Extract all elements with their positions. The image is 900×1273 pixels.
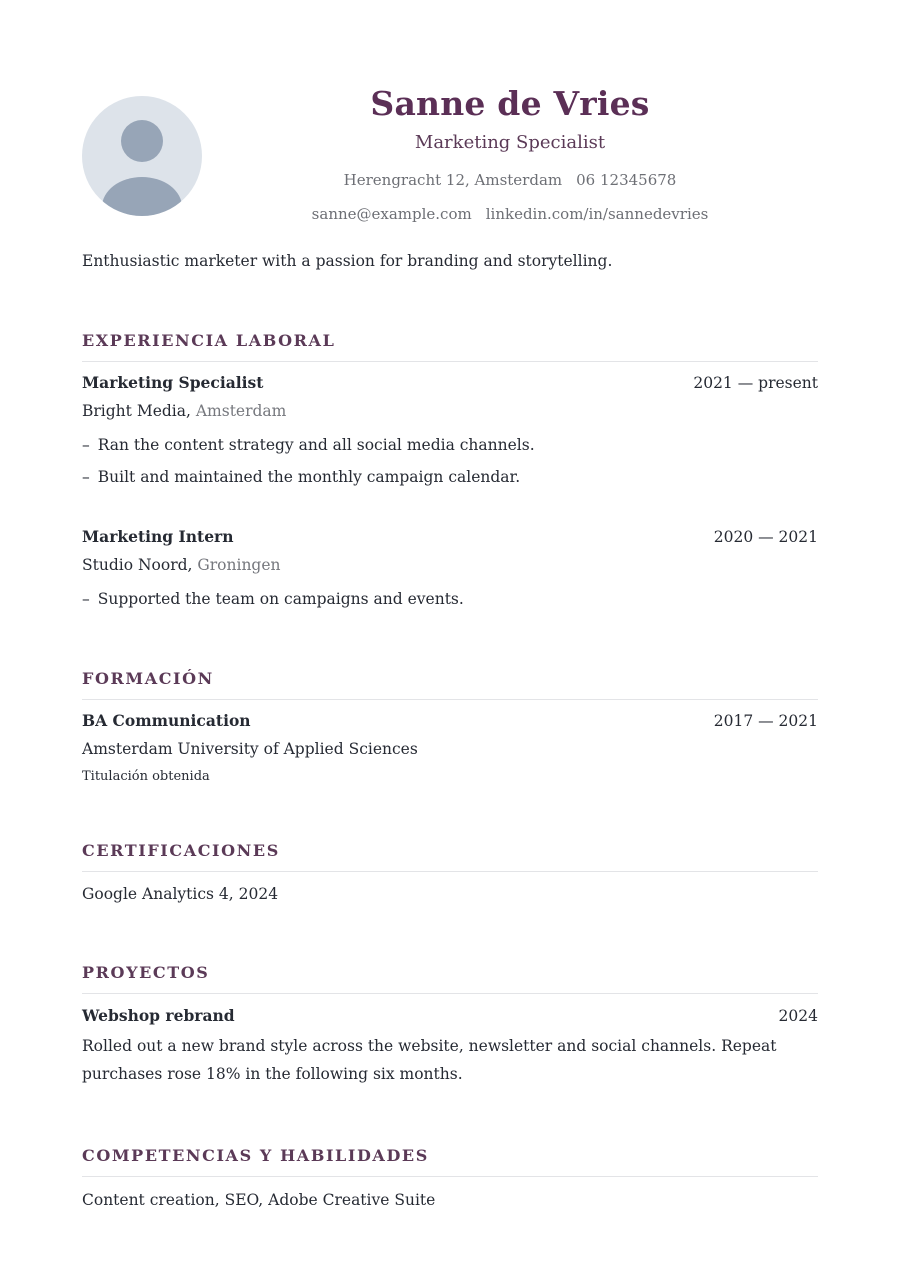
avatar-head-shape — [121, 120, 163, 162]
contact-phone: 06 12345678 — [576, 171, 677, 189]
profile-summary: Enthusiastic marketer with a passion for branding and storytelling. — [82, 252, 613, 270]
experience-section — [82, 330, 818, 610]
job-bullet — [82, 466, 818, 488]
project-header-row — [82, 1005, 818, 1027]
certifications-section — [82, 840, 818, 905]
skills-text: Content creation, SEO, Adobe Creative Suite — [82, 1191, 436, 1209]
job-bullet-text: Ran the content strategy and all social media channels. — [97, 436, 535, 454]
contact-linkedin[interactable]: linkedin.com/in/sannedevries — [485, 205, 709, 223]
contact-email[interactable]: sanne@example.com — [311, 205, 472, 223]
education-school: Amsterdam University of Applied Sciences — [82, 740, 418, 758]
job-position: Marketing Intern — [82, 527, 234, 546]
job-company-line: Studio Noord, Groningen — [82, 556, 281, 574]
skills-section — [82, 1145, 818, 1211]
avatar-body-shape — [102, 177, 182, 216]
job-bullets — [82, 588, 818, 610]
contact-line-email-linkedin — [202, 204, 818, 224]
project-name: Webshop rebrand — [82, 1006, 235, 1025]
job-dates: 2020 — 2021 — [713, 528, 818, 546]
job-bullet — [82, 434, 818, 456]
bullet-dash: – — [82, 468, 90, 486]
certifications-heading: CERTIFICACIONES — [82, 840, 818, 872]
bullet-dash: – — [82, 436, 90, 454]
certification-item: Google Analytics 4, 2024 — [82, 885, 279, 903]
job-company: Bright Media — [82, 402, 186, 420]
education-note: Titulación obtenida — [82, 769, 210, 784]
experience-heading: EXPERIENCIA LABORAL — [82, 330, 818, 362]
job-header-row — [82, 526, 818, 548]
job-city: Amsterdam — [195, 402, 287, 420]
candidate-role: Marketing Specialist — [414, 132, 606, 153]
resume-header — [82, 0, 818, 232]
job-company: Studio Noord — [82, 556, 188, 574]
job-position: Marketing Specialist — [82, 373, 264, 392]
job-bullets — [82, 434, 818, 488]
projects-section — [82, 962, 818, 1088]
education-header-row — [82, 710, 818, 732]
education-entry — [82, 710, 818, 786]
avatar-placeholder-icon — [82, 96, 202, 216]
job-entry — [82, 526, 818, 610]
contact-line-address-phone — [202, 170, 818, 190]
contact-address: Herengracht 12, Amsterdam — [343, 171, 563, 189]
job-header-row — [82, 372, 818, 394]
education-degree: BA Communication — [82, 711, 251, 730]
candidate-name: Sanne de Vries — [370, 84, 650, 123]
job-bullet-text: Built and maintained the monthly campaign calendar. — [97, 468, 521, 486]
project-year: 2024 — [778, 1007, 818, 1025]
bullet-dash: – — [82, 590, 90, 608]
job-dates: 2021 — present — [693, 374, 818, 392]
job-city: Groningen — [197, 556, 281, 574]
skills-heading: COMPETENCIAS Y HABILIDADES — [82, 1145, 818, 1177]
education-dates: 2017 — 2021 — [713, 712, 818, 730]
job-bullet-text: Supported the team on campaigns and events. — [97, 590, 464, 608]
job-bullet — [82, 588, 818, 610]
education-section — [82, 668, 818, 786]
project-description: Rolled out a new brand style across the website, newsletter and social channels. Repeat purchases rose 18% in the following six months. — [82, 1037, 777, 1083]
project-entry — [82, 1005, 818, 1088]
header-text — [202, 82, 818, 224]
job-entry — [82, 372, 818, 488]
job-company-line: Bright Media, Amsterdam — [82, 402, 287, 420]
projects-heading: PROYECTOS — [82, 962, 818, 994]
education-heading: FORMACIÓN — [82, 668, 818, 700]
